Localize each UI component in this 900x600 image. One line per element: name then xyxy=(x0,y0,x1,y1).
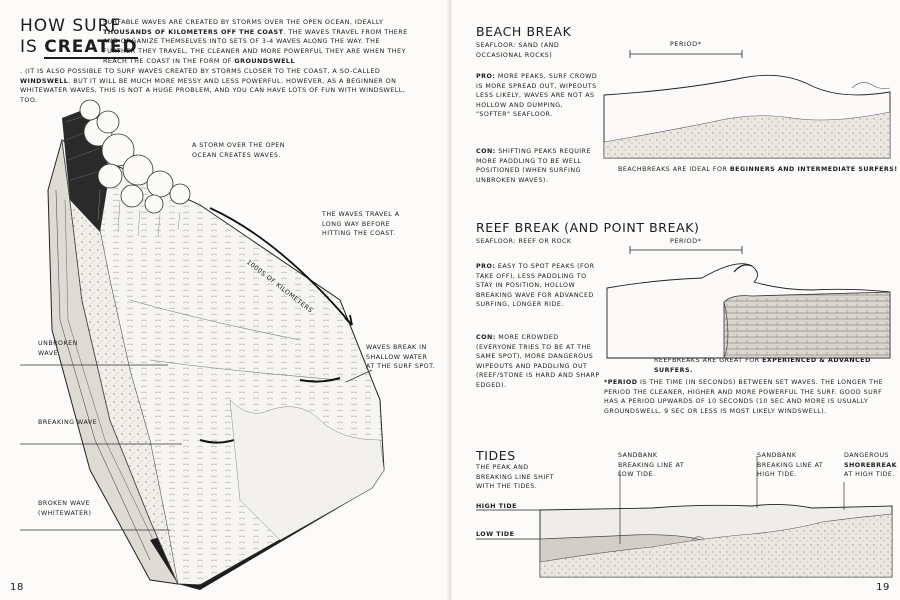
high-tide-label: HIGH TIDE xyxy=(476,503,517,510)
beach-seafloor: SEAFLOOR: SAND (AND OCCASIONAL ROCKS) xyxy=(476,42,560,59)
label-storm: A STORM OVER THE OPEN OCEAN CREATES WAVES. xyxy=(192,142,285,159)
label-breaking-wave: BREAKING WAVE xyxy=(38,419,98,426)
intro-bold-b: GROUNDSWELL xyxy=(234,56,295,65)
label-broken-wave: BROKEN WAVE (WHITEWATER) xyxy=(38,500,92,517)
shorebreak-text-a: DANGEROUS xyxy=(844,452,890,459)
intro-text-c: . (IT IS ALSO POSSIBLE TO SURF WAVES CREATED BY STORMS CLOSER TO THE COAST, A SO-CALLED xyxy=(20,67,381,75)
low-tide-label: LOW TIDE xyxy=(476,531,515,538)
reef-seafloor: SEAFLOOR: REEF OR ROCK xyxy=(476,238,572,245)
label-unbroken-wave: UNBROKEN WAVE xyxy=(38,340,78,357)
beach-con-text: SHIFTING PEAKS REQUIRE MORE PADDLING TO BE WELL POSITIONED (WHEN SURFING UNBROKEN WAVES). xyxy=(476,148,592,184)
reef-caption xyxy=(654,356,900,375)
right-page xyxy=(452,0,900,600)
tides-subtitle: THE PEAK AND BREAKING LINE SHIFT WITH THE TIDES. xyxy=(476,464,555,490)
shorebreak-text-b: AT HIGH TIDE. xyxy=(844,471,895,478)
beach-pro-label: PRO: xyxy=(476,73,496,80)
intro-text-a: SURFABLE WAVES ARE CREATED BY STORMS OVER THE OPEN OCEAN, IDEALLY xyxy=(103,18,384,26)
reef-caption-text: REEFBREAKS ARE GREAT FOR xyxy=(654,357,763,364)
beach-period-label: PERIOD* xyxy=(670,40,702,48)
intro-bold-c: WINDSWELL xyxy=(20,76,69,85)
intro-text-d: . BUT IT WILL BE MUCH MORE MESSY AND LESS POWERFUL. HOWEVER, AS A BEGINNER ON WHITEWATER WAVES, THIS IS NOT A HUGE PROBLEM, AND YOU CAN HAVE LOTS OF FUN WITH WINDSWELL, TOO. xyxy=(20,76,406,105)
beach-break-title: BEACH BREAK xyxy=(476,24,572,39)
reef-con-label: CON: xyxy=(476,334,496,341)
beach-caption xyxy=(618,165,898,175)
reef-break-diagram xyxy=(452,238,900,368)
beach-caption-bold: BEGINNERS AND INTERMEDIATE SURFERS! xyxy=(729,166,898,173)
sandbank-low-title: SANDBANK xyxy=(618,452,658,459)
label-waves-break: WAVES BREAK IN SHALLOW WATER AT THE SURF SPOT. xyxy=(366,344,436,371)
reef-break-title: REEF BREAK (AND POINT BREAK) xyxy=(476,220,700,235)
tides-diagram xyxy=(452,452,900,582)
sandbank-high-title: SANDBANK xyxy=(757,452,797,459)
period-footnote-text: IS THE TIME (IN SECONDS) BETWEEN SET WAVES. THE LONGER THE PERIOD THE CLEANER, HIGHER AND MORE POWERFUL THE SURF. GOOD SURF HAS A PERIOD UPWARDS OF 10 SECONDS (10 SEC AND MORE IS USUALLY GROUNDSWELL, 9 SEC OR LESS IS MOST LIKELY WINDSWELL). xyxy=(604,379,884,415)
sandbank-high-text: BREAKING LINE AT HIGH TIDE. xyxy=(757,461,824,478)
reef-pro-label: PRO: xyxy=(476,263,496,270)
period-footnote-bold: *PERIOD xyxy=(604,379,638,386)
page-number-right: 19 xyxy=(876,582,890,593)
intro-text-b: . THE WAVES TRAVEL FROM THERE AND ORGANIZE THEMSELVES INTO SETS OF 3-4 WAVES ALONG THE WAY. THE FURTHER THEY TRAVEL, THE CLEANER AND MORE POWERFUL THEY ARE WHEN THEY REACH THE COAST IN THE FORM OF xyxy=(103,27,408,65)
period-footnote xyxy=(604,378,890,416)
page-number-left: 18 xyxy=(10,582,24,593)
label-kilometers: 1000S OF KILOMETERS xyxy=(245,258,314,315)
title-line-1: HOW SURF xyxy=(20,16,122,36)
reef-period-label: PERIOD* xyxy=(670,237,702,245)
reef-pro-text: EASY TO SPOT PEAKS (FOR TAKE OFF), LESS PADDLING TO STAY IN POSITION, HOLLOW BREAKING WAVE FOR ADVANCED SURFING, LONGER RIDE. xyxy=(476,263,595,308)
left-page xyxy=(0,0,448,600)
beach-break-diagram xyxy=(452,40,900,180)
reef-caption-bold: EXPERIENCED & ADVANCED SURFERS. xyxy=(654,357,871,374)
reef-con-text: MORE CROWDED (EVERYONE TRIES TO BE AT THE SAME SPOT), MORE DANGEROUS WIPEOUTS AND PADDLING OUT (REEF/STONE IS HARD AND SHARP EDGED). xyxy=(476,334,600,389)
tides-title: TIDES xyxy=(476,448,516,463)
intro-bold-a: THOUSANDS OF KILOMETERS OFF THE COAST xyxy=(103,27,284,36)
beach-caption-text: BEACHBREAKS ARE IDEAL FOR xyxy=(618,166,730,173)
title-bold: CREATED xyxy=(44,37,138,57)
label-waves-travel: THE WAVES TRAVEL A LONG WAY BEFORE HITTING THE COAST. xyxy=(322,211,400,238)
beach-con-label: CON: xyxy=(476,148,496,155)
title-prefix: IS xyxy=(20,37,45,57)
shorebreak-bold: SHOREBREAK xyxy=(844,461,898,469)
sandbank-low-text: BREAKING LINE AT LOW TIDE. xyxy=(618,461,685,478)
beach-pro-text: MORE PEAKS, SURF CROWD IS MORE SPREAD OUT, WIPEOUTS LESS LIKELY, WAVES ARE NOT AS HOLLOW AND DUMPING, "SOFTER" SEAFLOOR. xyxy=(476,73,598,118)
